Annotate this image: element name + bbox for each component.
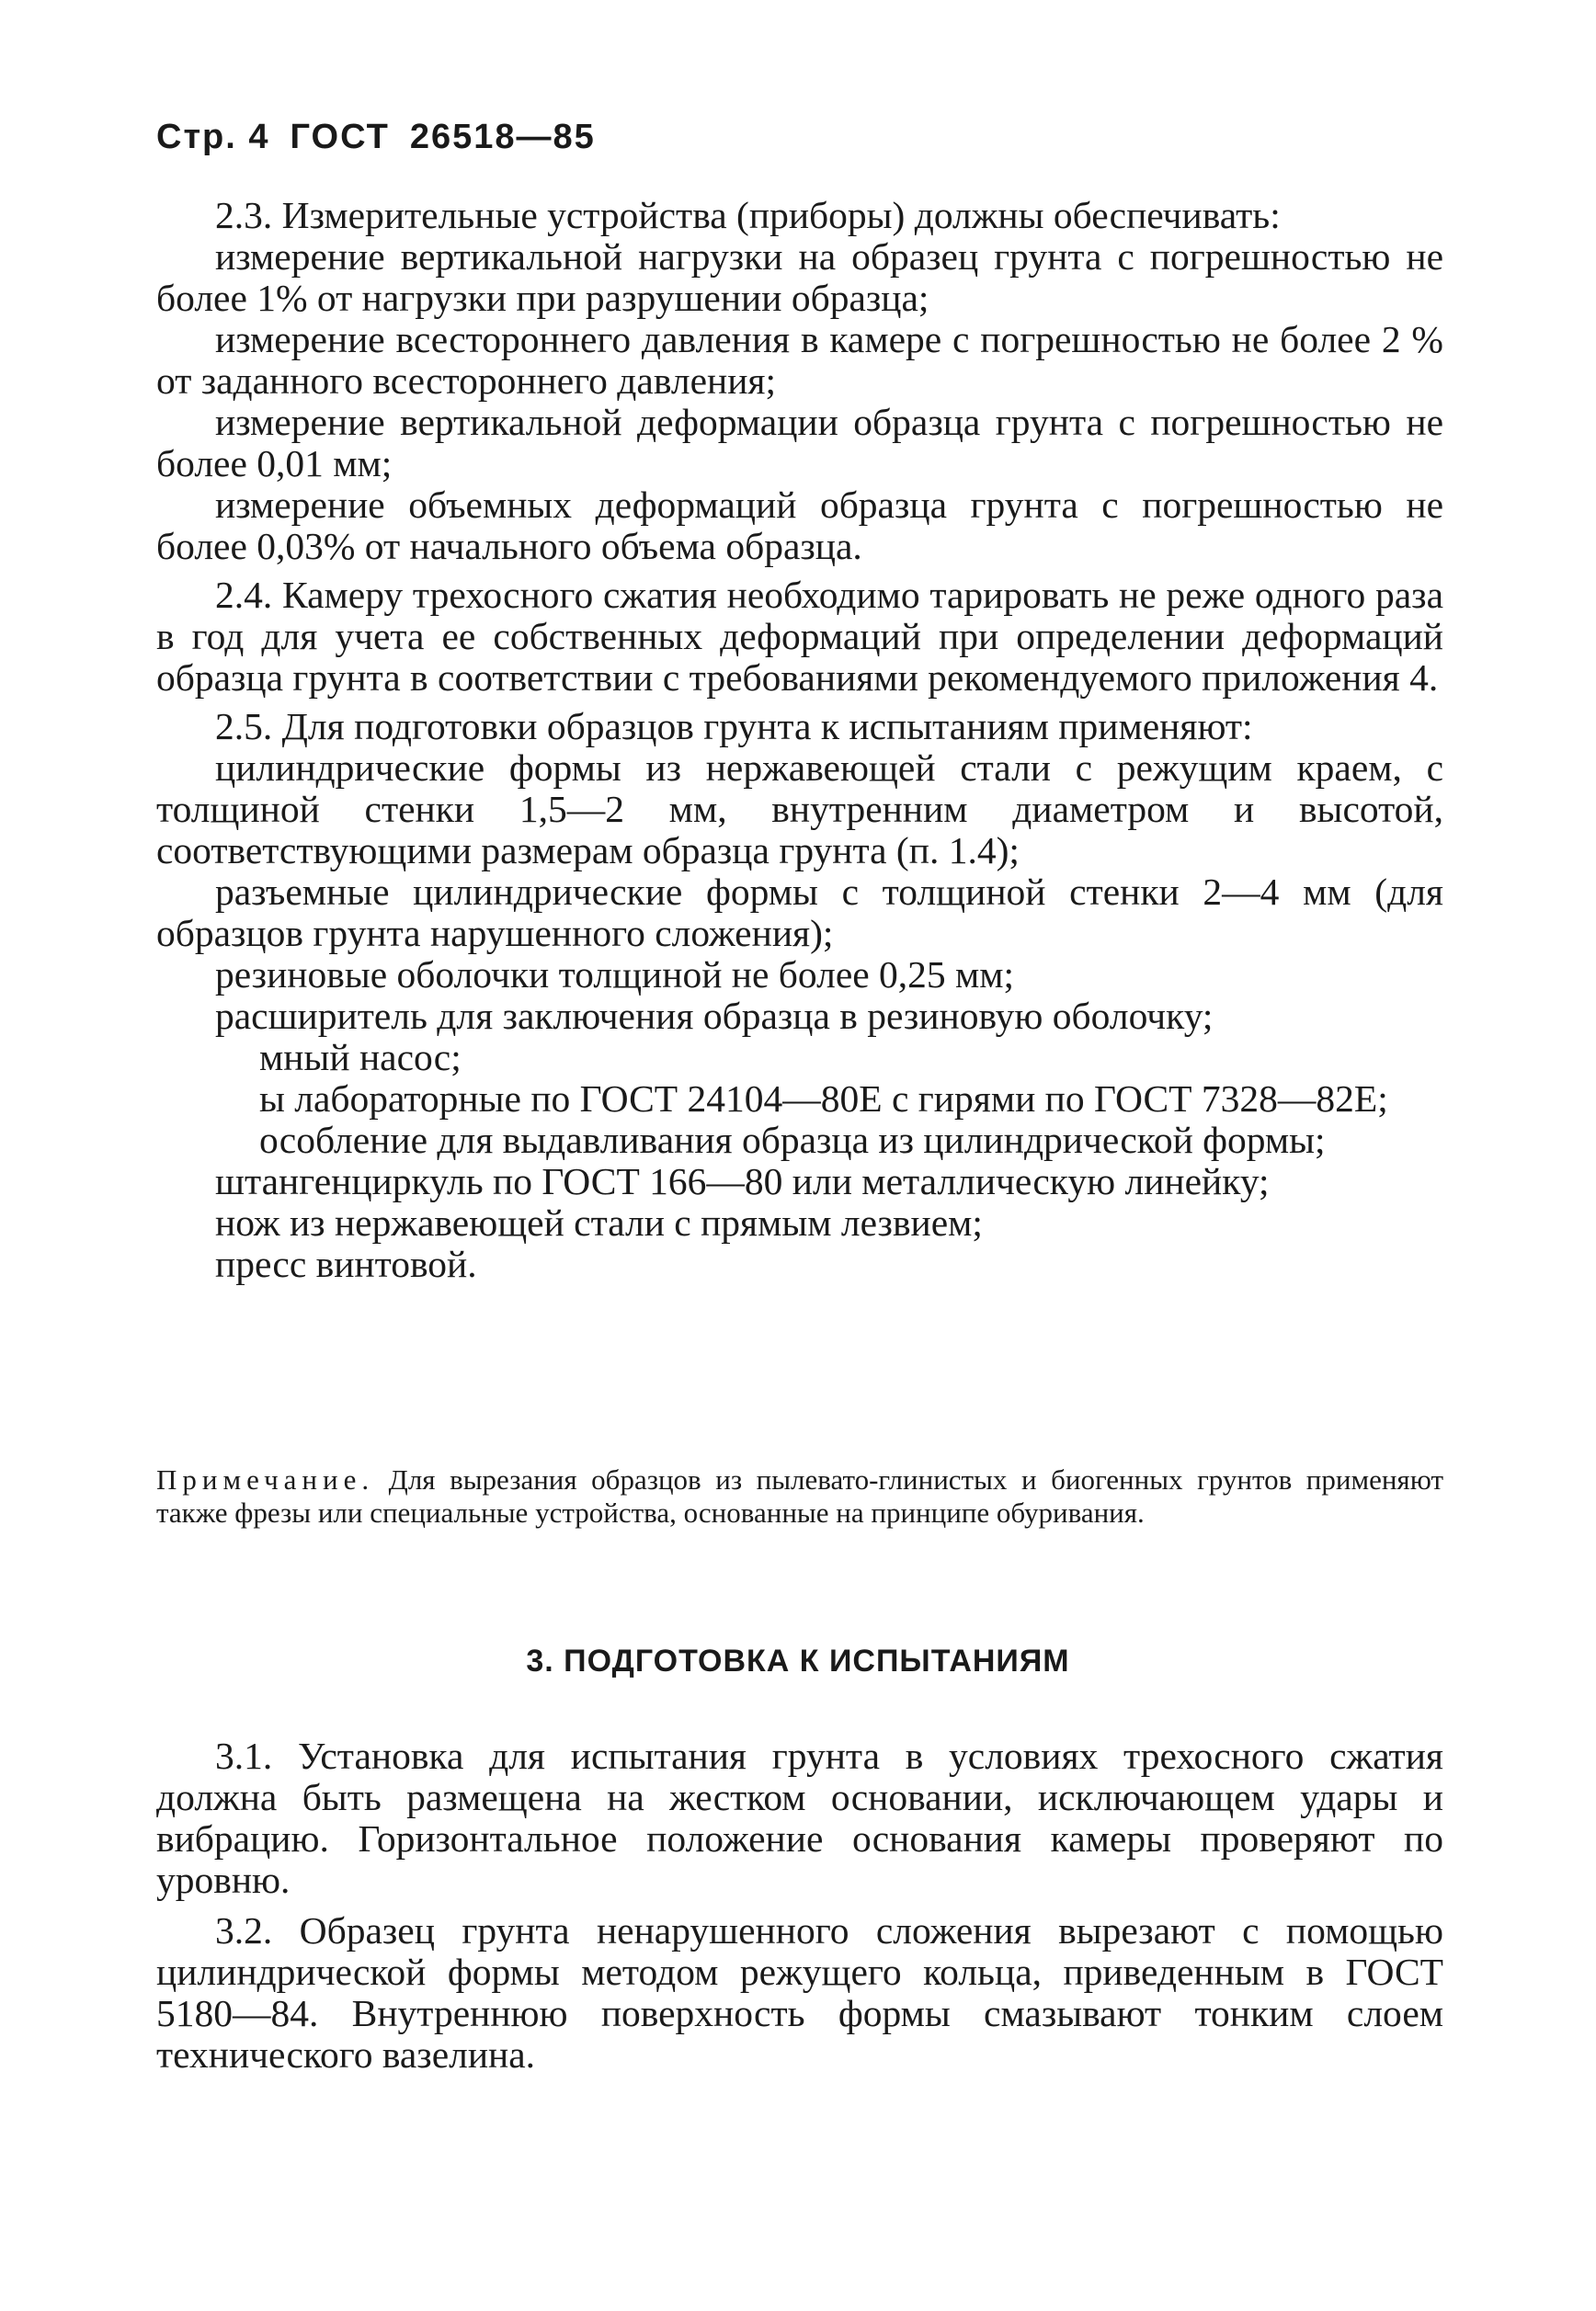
- list-item: штангенциркуль по ГОСТ 166—80 или металлическую линейку;: [215, 1160, 1270, 1202]
- note-text: Для вырезания образцов из пылевато-глинистых и биогенных грунтов применяют также фрезы или специальные устройства, основанные на принципе обуривания.: [156, 1463, 1443, 1529]
- list-item: измерение вертикальной нагрузки на образец грунта с погрешностью не более 1% от нагрузки при разрушении образца;: [156, 235, 1443, 319]
- standard-label: ГОСТ: [290, 118, 390, 156]
- section-2-body: [156, 195, 1443, 1285]
- para-2-3-intro: 2.3. Измерительные устройства (приборы) должны обеспечивать:: [215, 194, 1281, 236]
- list-item: ы лабораторные по ГОСТ 24104—80Е с гирями по ГОСТ 7328—82Е;: [259, 1077, 1388, 1120]
- list-item: пресс винтовой.: [215, 1243, 477, 1285]
- list-item: измерение объемных деформаций образца грунта с погрешностью не более 0,03% от начального объема образца.: [156, 484, 1443, 567]
- list-item: измерение вертикальной деформации образца грунта с погрешностью не более 0,01 мм;: [156, 401, 1443, 484]
- list-item: особление для выдавливания образца из цилиндрической формы;: [259, 1119, 1326, 1161]
- para-3-1: 3.1. Установка для испытания грунта в условиях трехосного сжатия должна быть размещена на жестком основании, исключающем удары и вибрацию. Горизонтальное положение основания камеры проверяют по уровню.: [156, 1735, 1443, 1901]
- note-label: Примечание.: [156, 1463, 375, 1496]
- para-3-2: 3.2. Образец грунта ненарушенного сложения вырезают с помощью цилиндрической формы методом режущего кольца, приведенным в ГОСТ 5180—84. Внутреннюю поверхность формы смазывают тонким слоем технического вазелина.: [156, 1909, 1443, 2076]
- page-number-label: Стр. 4: [156, 118, 270, 156]
- standard-number: 26518—85: [409, 118, 596, 156]
- list-item: резиновые оболочки толщиной не более 0,25 мм;: [215, 953, 1015, 996]
- para-2-5-intro: 2.5. Для подготовки образцов грунта к испытаниям применяют:: [215, 705, 1253, 747]
- section-3-body: [156, 1736, 1443, 2076]
- list-item: цилиндрические формы из нержавеющей стали с режущим краем, с толщиной стенки 1,5—2 мм, внутренним диаметром и высотой, соответствующими размерам образца грунта (п. 1.4);: [156, 746, 1443, 871]
- list-item: разъемные цилиндрические формы с толщиной стенки 2—4 мм (для образцов грунта нарушенного сложения);: [156, 871, 1443, 954]
- list-item: расширитель для заключения образца в резиновую оболочку;: [215, 995, 1214, 1037]
- list-item: измерение всестороннего давления в камере с погрешностью не более 2 % от заданного всестороннего давления;: [156, 318, 1443, 402]
- section-3-heading: 3. ПОДГОТОВКА К ИСПЫТАНИЯМ: [526, 1644, 1070, 1679]
- para-2-4: 2.4. Камеру трехосного сжатия необходимо тарировать не реже одного раза в год для учета ее собственных деформаций при определении деформаций образца грунта в соответствии с требованиями рекомендуемого приложения 4.: [156, 574, 1443, 699]
- list-item: нож из нержавеющей стали с прямым лезвием;: [215, 1201, 983, 1244]
- running-header: [156, 118, 616, 157]
- note-block: [156, 1463, 1443, 1530]
- list-item: мный насос;: [259, 1036, 462, 1078]
